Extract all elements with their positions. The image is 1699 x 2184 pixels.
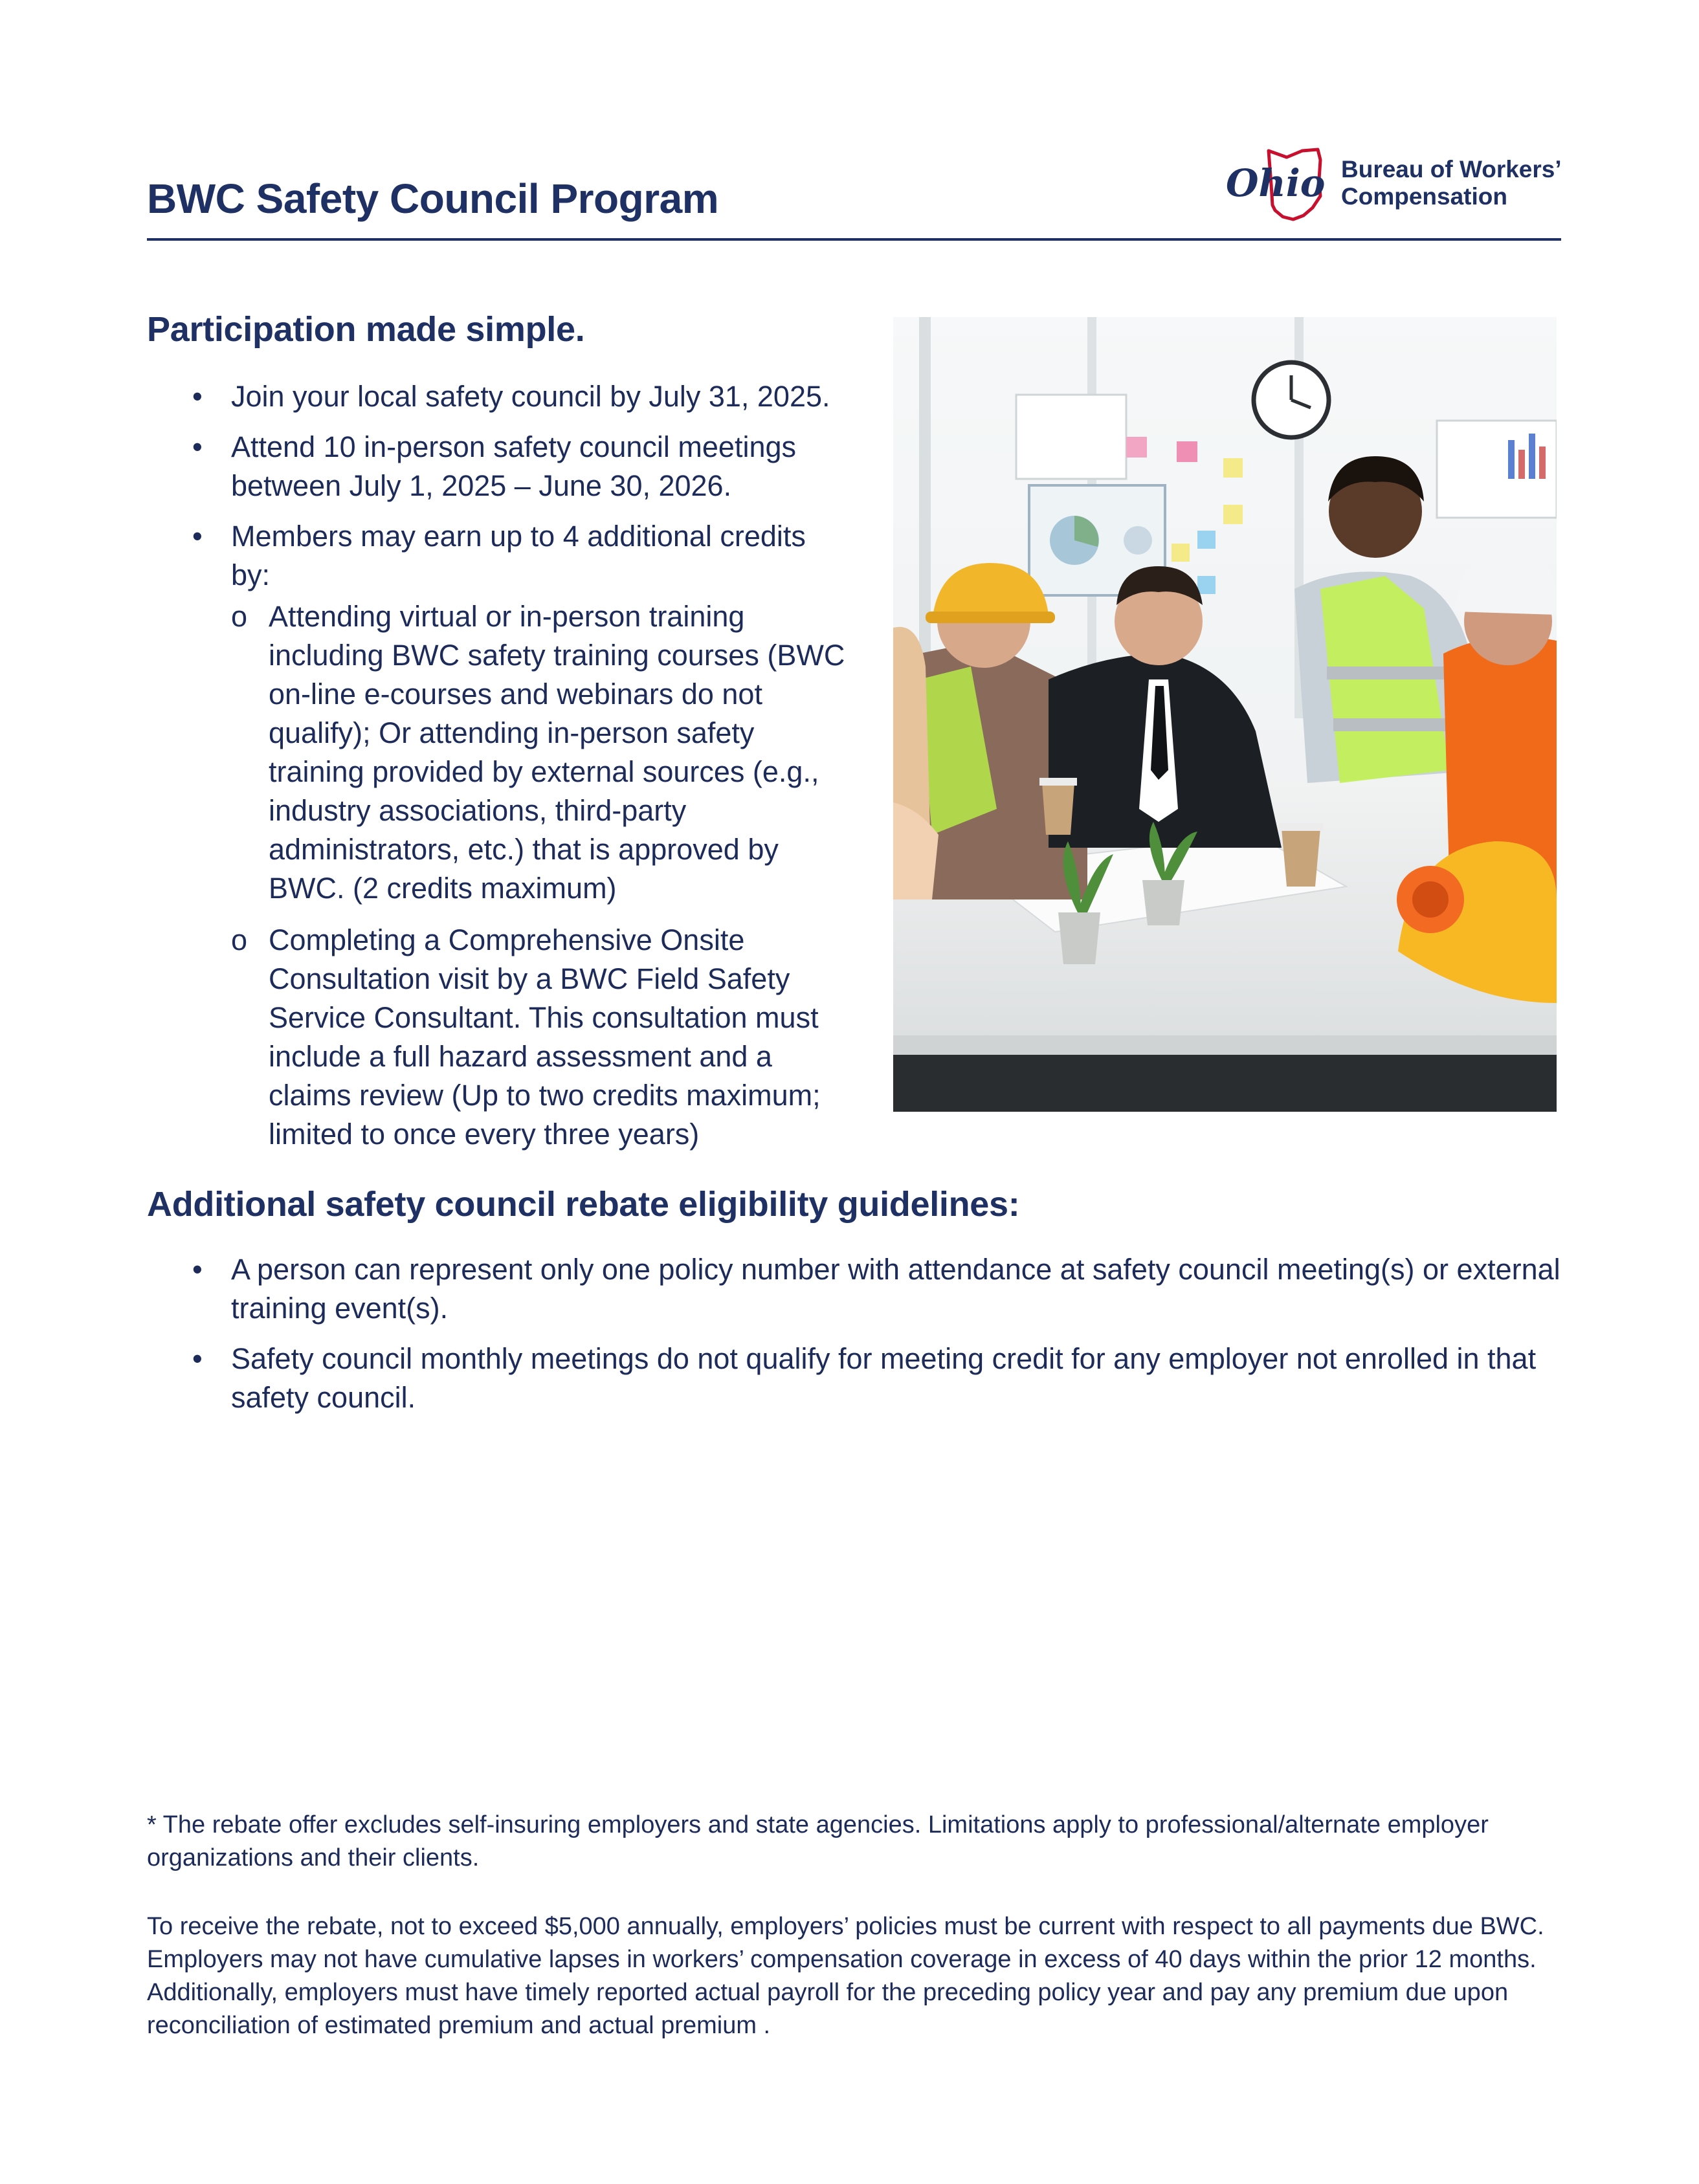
header-divider: [147, 238, 1561, 241]
bullet-icon: •: [192, 1342, 203, 1375]
list-item: [192, 1250, 1564, 1328]
meeting-photo-image: [893, 317, 1557, 1112]
bwc-logo: [1223, 146, 1566, 223]
logo-org-line2: Compensation: [1341, 183, 1507, 210]
bullet-icon: •: [192, 1253, 203, 1286]
page-title: BWC Safety Council Program: [147, 175, 719, 222]
eligibility-list: [192, 1250, 1564, 1429]
list-item-text: Join your local safety council by July 31, 2025.: [231, 380, 830, 413]
sublist-item-text: Attending virtual or in-person training including BWC safety training courses (BWC on-line e-courses and webinars do not qualify); Or attending in-person safety training provided by external sources (e.g., industry associations, third-party administrators, etc.) that is approved by BWC. (2 credits maximum): [269, 600, 845, 905]
list-item-text: A person can represent only one policy number with attendance at safety council meeting(s) or external training event(s).: [231, 1253, 1560, 1325]
participation-list: [192, 377, 852, 1167]
circle-bullet-icon: o: [231, 923, 248, 956]
bullet-icon: •: [192, 380, 203, 413]
ohio-wordmark: Ohio: [1226, 161, 1326, 205]
list-item: [192, 1340, 1564, 1417]
section-heading-participation: Participation made simple.: [147, 310, 585, 349]
circle-bullet-icon: o: [231, 600, 248, 633]
logo-org-name: [1341, 156, 1562, 210]
footnote-rebate-exclusions: * The rebate offer excludes self-insuring employers and state agencies. Limitations apply to professional/alternate employer organizations and their clients.: [147, 1811, 1489, 1871]
sublist-item-text: Completing a Comprehensive Onsite Consultation visit by a BWC Field Safety Service Consultant. This consultation must include a full hazard assessment and a claims review (Up to two credits maximum; limited to once every three years): [269, 923, 821, 1151]
list-item-text: Members may earn up to 4 additional credits by:: [231, 520, 806, 591]
logo-org-line1: Bureau of Workers’: [1341, 156, 1562, 182]
sublist-item: [231, 921, 852, 1154]
footnote-rebate-requirements: To receive the rebate, not to exceed $5,000 annually, employers’ policies must be current with respect to all payments due BWC. Employers may not have cumulative lapses in workers’ compensation coverage in excess of 40 days within the prior 12 months. Additionally, employers must have timely reported actual payroll for the preceding policy year and pay any premium due upon reconciliation of estimated premium and actual premium .: [147, 1913, 1544, 2039]
sublist-item: [231, 597, 852, 908]
meeting-photo: [893, 317, 1557, 1112]
ohio-logo-icon: [1223, 146, 1333, 223]
list-item-text: Safety council monthly meetings do not qualify for meeting credit for any employer not enrolled in that safety council.: [231, 1342, 1537, 1414]
bullet-icon: •: [192, 430, 203, 463]
list-item-text: Attend 10 in-person safety council meetings between July 1, 2025 – June 30, 2026.: [231, 430, 796, 502]
list-item: [192, 428, 852, 505]
bullet-icon: •: [192, 520, 203, 553]
list-item: [192, 377, 852, 416]
credits-sublist: [231, 597, 852, 1154]
section-heading-eligibility: Additional safety council rebate eligibility guidelines:: [147, 1185, 1020, 1224]
list-item: [192, 517, 852, 1154]
